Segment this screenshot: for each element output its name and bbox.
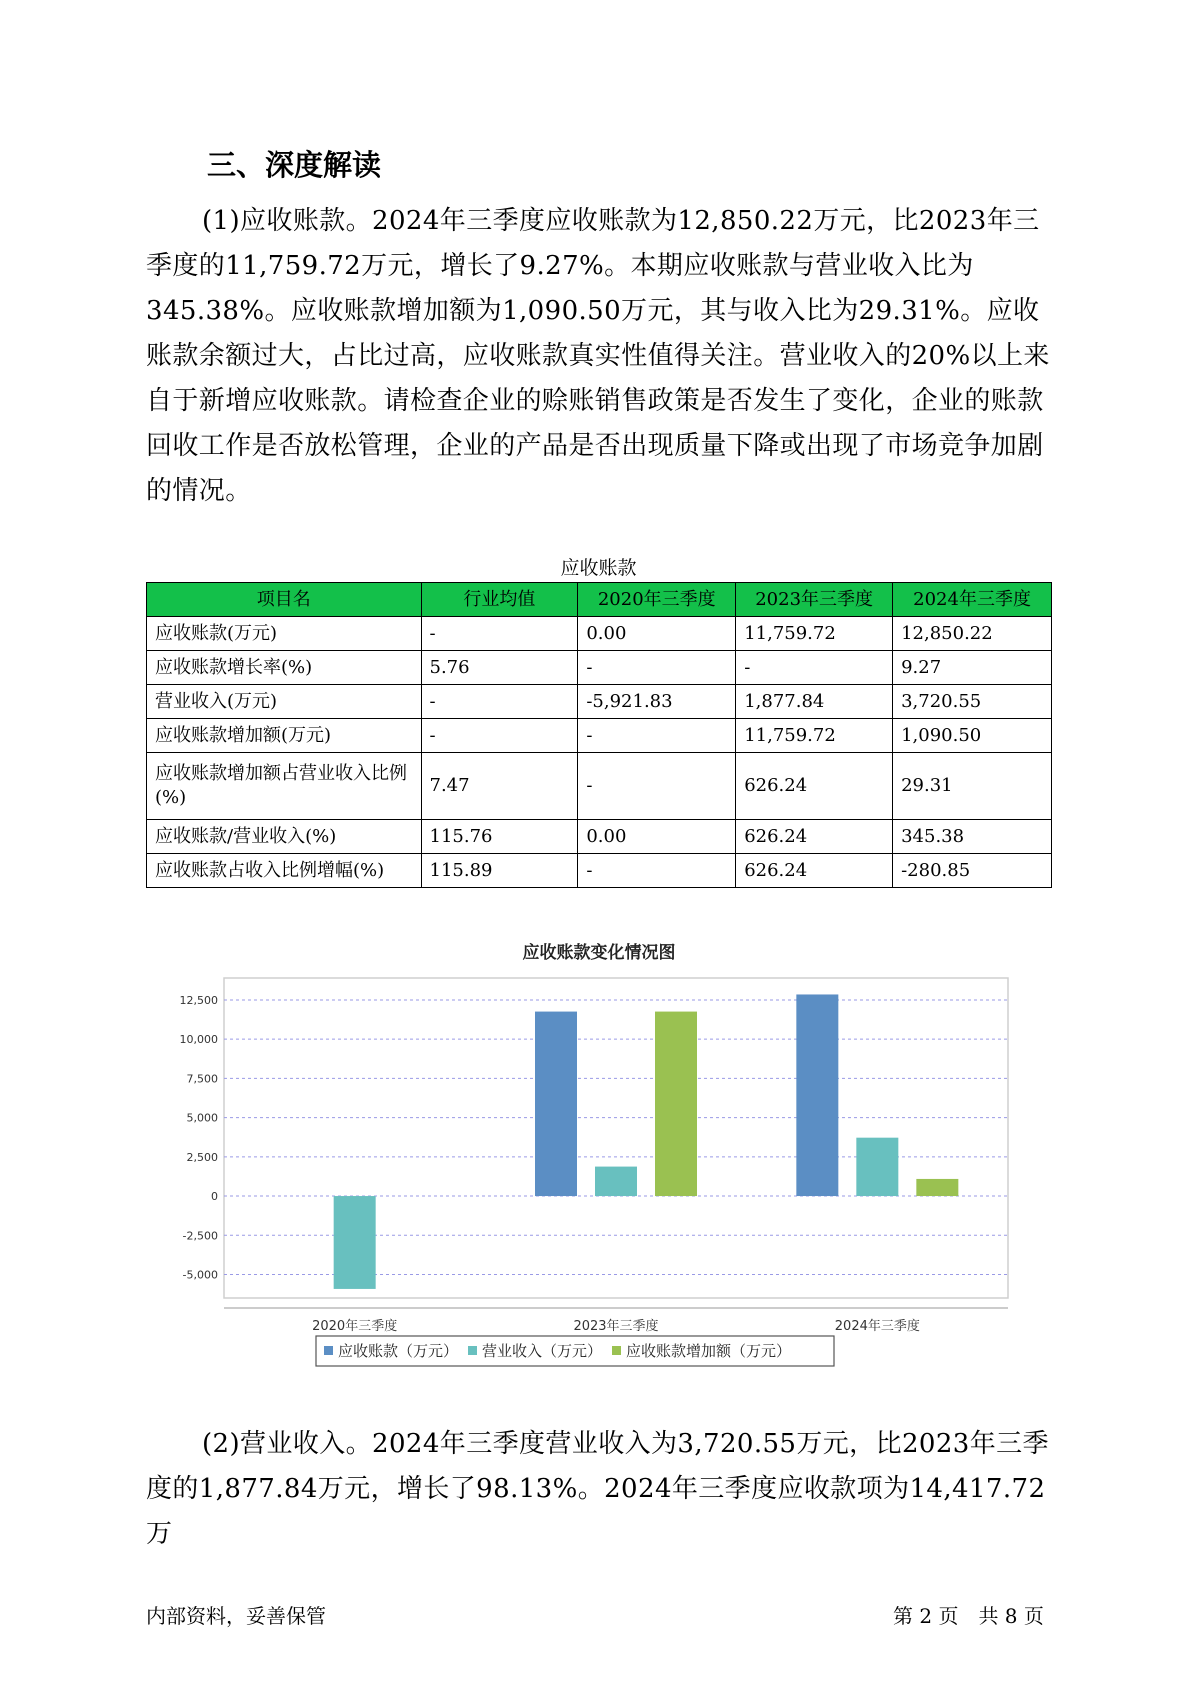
y-tick-label: -2,500 (182, 1229, 218, 1243)
cell-value: 5.76 (421, 651, 578, 685)
cell-value: 29.31 (893, 753, 1052, 820)
cell-value: - (421, 617, 578, 651)
bar (796, 994, 838, 1196)
y-tick-label: 12,500 (179, 993, 218, 1007)
legend-swatch (468, 1346, 477, 1355)
cell-value: 0.00 (578, 617, 736, 651)
bar (595, 1167, 637, 1196)
cell-value: 0.00 (578, 820, 736, 854)
legend-swatch (324, 1346, 333, 1355)
cell-value: - (736, 651, 893, 685)
cell-value: 626.24 (736, 854, 893, 888)
bar (655, 1012, 697, 1196)
cell-value: - (421, 685, 578, 719)
cell-value: - (578, 719, 736, 753)
cell-value: - (578, 651, 736, 685)
y-tick-label: 2,500 (186, 1150, 218, 1164)
cell-item: 应收账款增加额占营业收入比例(%) (147, 753, 422, 820)
y-tick-label: 7,500 (186, 1072, 218, 1086)
cell-value: 9.27 (893, 651, 1052, 685)
legend-label: 营业收入（万元） (482, 1342, 603, 1360)
cell-item: 应收账款增加额(万元) (147, 719, 422, 753)
legend-label: 应收账款增加额（万元） (626, 1342, 792, 1360)
table-row (147, 820, 1052, 854)
cell-value: 11,759.72 (736, 617, 893, 651)
cell-value: 12,850.22 (893, 617, 1052, 651)
legend-swatch (612, 1346, 621, 1355)
cell-item: 应收账款增长率(%) (147, 651, 422, 685)
table-header-row (147, 583, 1052, 617)
table-row (147, 719, 1052, 753)
section-heading: 三、深度解读 (207, 148, 382, 182)
cell-value: 7.47 (421, 753, 578, 820)
cell-value: 11,759.72 (736, 719, 893, 753)
chart-title: 应收账款变化情况图 (522, 943, 676, 963)
bar (535, 1012, 577, 1196)
bar (916, 1179, 958, 1196)
cell-item: 应收账款(万元) (147, 617, 422, 651)
cell-value: - (578, 854, 736, 888)
legend-label: 应收账款（万元） (338, 1342, 459, 1360)
cell-value: 626.24 (736, 753, 893, 820)
cell-item: 应收账款/营业收入(%) (147, 820, 422, 854)
table-row (147, 685, 1052, 719)
header-2020q3: 2020年三季度 (578, 583, 736, 617)
receivables-table (146, 582, 1052, 888)
y-tick-label: 10,000 (179, 1033, 218, 1047)
cell-value: 115.76 (421, 820, 578, 854)
header-industry-avg: 行业均值 (421, 583, 578, 617)
y-tick-label: -5,000 (182, 1268, 218, 1282)
x-tick-label: 2020年三季度 (312, 1319, 398, 1334)
cell-value: -5,921.83 (578, 685, 736, 719)
x-tick-label: 2023年三季度 (573, 1319, 659, 1334)
paragraph-receivables: (1)应收账款。2024年三季度应收账款为12,850.22万元，比2023年三季度的11,759.72万元，增长了9.27%。本期应收账款与营业收入比为345.38%。应收账款增加额为1,090.50万元，其与收入比为29.31%。应收账款余额过大，占比过高，应收账款真实性值得关注。营业收入的20%以上来自于新增应收账款。请检查企业的赊账销售政策是否发生了变化，企业的账款回收工作是否放松管理，企业的产品是否出现质量下降或出现了市场竞争加剧的情况。 (146, 206, 1050, 506)
footer-page-number: 第 2 页 共 8 页 (893, 1604, 1044, 1628)
bar (856, 1138, 898, 1196)
header-2023q3: 2023年三季度 (736, 583, 893, 617)
cell-value: 345.38 (893, 820, 1052, 854)
x-tick-label: 2024年三季度 (834, 1319, 920, 1334)
cell-value: 115.89 (421, 854, 578, 888)
cell-value: -280.85 (893, 854, 1052, 888)
footer-confidential: 内部资料，妥善保管 (146, 1604, 326, 1628)
cell-item: 应收账款占收入比例增幅(%) (147, 854, 422, 888)
chart-svg (146, 930, 1052, 1400)
y-tick-label: 0 (211, 1190, 218, 1204)
cell-value: 3,720.55 (893, 685, 1052, 719)
table-row (147, 617, 1052, 651)
header-item-name: 项目名 (147, 583, 422, 617)
table-caption: 应收账款 (560, 557, 637, 579)
bar (334, 1196, 376, 1289)
header-2024q3: 2024年三季度 (893, 583, 1052, 617)
table-row (147, 651, 1052, 685)
receivables-chart (146, 930, 1052, 1400)
cell-value: 1,877.84 (736, 685, 893, 719)
cell-value: 1,090.50 (893, 719, 1052, 753)
table-row (147, 854, 1052, 888)
cell-item: 营业收入(万元) (147, 685, 422, 719)
cell-value: 626.24 (736, 820, 893, 854)
cell-value: - (421, 719, 578, 753)
cell-value: - (578, 753, 736, 820)
table-row (147, 753, 1052, 820)
y-tick-label: 5,000 (186, 1111, 218, 1125)
paragraph-revenue: (2)营业收入。2024年三季度营业收入为3,720.55万元，比2023年三季度的1,877.84万元，增长了98.13%。2024年三季度应收款项为14,417.72万 (146, 1429, 1049, 1549)
